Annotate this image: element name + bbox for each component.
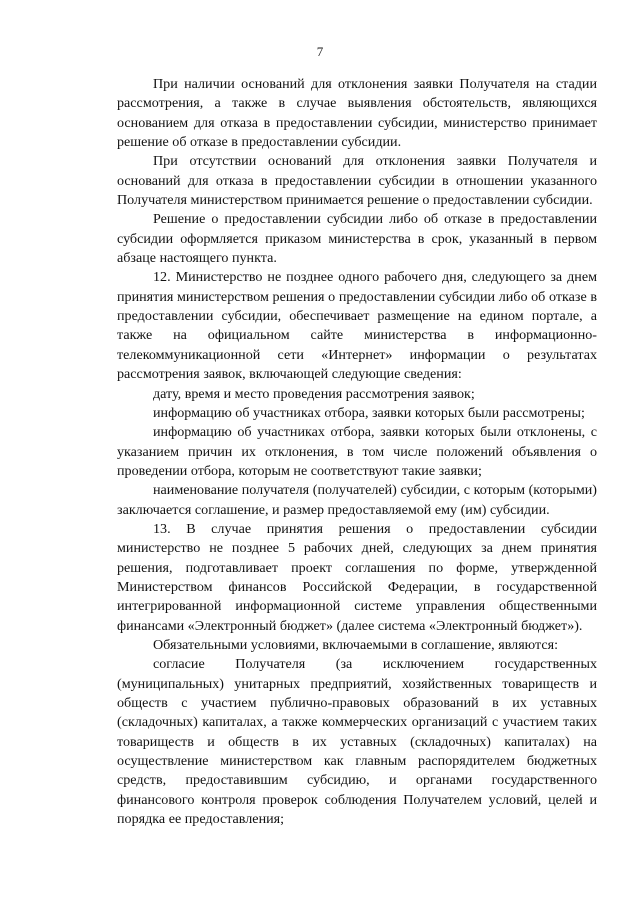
list-item-date-time-place: дату, время и место проведения рассмотрения заявок; <box>153 385 475 402</box>
list-item-recipient-name: наименование получателя (получателей) субсидии, с которым (которыми) заключается соглашение, и размер предоставляемой ему (им) субсидии. <box>117 482 597 518</box>
paragraph-mandatory-conditions: Обязательными условиями, включаемыми в соглашение, являются: <box>153 636 559 653</box>
list-item-rejected-participants: информацию об участниках отбора, заявки которых были отклонены, с указанием причин их отклонения, в том числе положений объявления о проведении отбора, которым не соответствуют такие заявки; <box>117 424 597 479</box>
list-item-recipient-consent: согласие Получателя (за исключением государственных (муниципальных) унитарных предприятий, хозяйственных товариществ и обществ с участием публично-правовых образований в их уставных (складочных) капиталах, а также коммерческих организаций с участием таких товариществ и обществ в их уставных (складочных) капиталах) на осуществление министерством как главным распорядителем бюджетных средств, предоставившим субсидию, и органами государственного финансового контроля проверок соблюдения Получателем условий, целей и порядка ее предоставления; <box>117 656 597 828</box>
list-item-reviewed-participants: информацию об участниках отбора, заявки которых были рассмотрены; <box>153 404 585 421</box>
paragraph-item-13: 13. В случае принятия решения о предоставлении субсидии министерство не позднее 5 рабочих дней, следующих за днем принятия решения, подготавливает проект соглашения по форме, утвержденной Министерством финансов Российской Федерации, в государственной интегрированной информационной системе управления общественными финансами «Электронный бюджет» (далее система «Электронный бюджет»). <box>117 520 597 634</box>
paragraph-approval-grounds: При отсутствии оснований для отклонения заявки Получателя и оснований для отказа в предоставлении субсидии в отношении указанного Получателя министерством принимается решение о предоставлении субсидии. <box>117 153 597 209</box>
paragraph-rejection-grounds: При наличии оснований для отклонения заявки Получателя на стадии рассмотрения, а также в случае выявления обстоятельств, являющихся основанием для отказа в предоставлении субсидии, министерство принимает решение об отказе в предоставлении субсидии. <box>117 76 597 151</box>
page-number: 7 <box>316 44 324 59</box>
paragraph-decision-order: Решение о предоставлении субсидии либо об отказе в предоставлении субсидии оформляется приказом министерства в срок, указанный в первом абзаце настоящего пункта. <box>117 211 597 267</box>
paragraph-item-12: 12. Министерство не позднее одного рабочего дня, следующего за днем принятия министерством решения о предоставлении субсидии либо об отказе в предоставлении субсидии, обеспечивает размещение на едином портале, а также на официальном сайте министерства в информационно-телекоммуникационной сети «Интернет» информации о результатах рассмотрения заявок, включающей следующие сведения: <box>117 269 597 383</box>
document-body <box>117 75 597 829</box>
